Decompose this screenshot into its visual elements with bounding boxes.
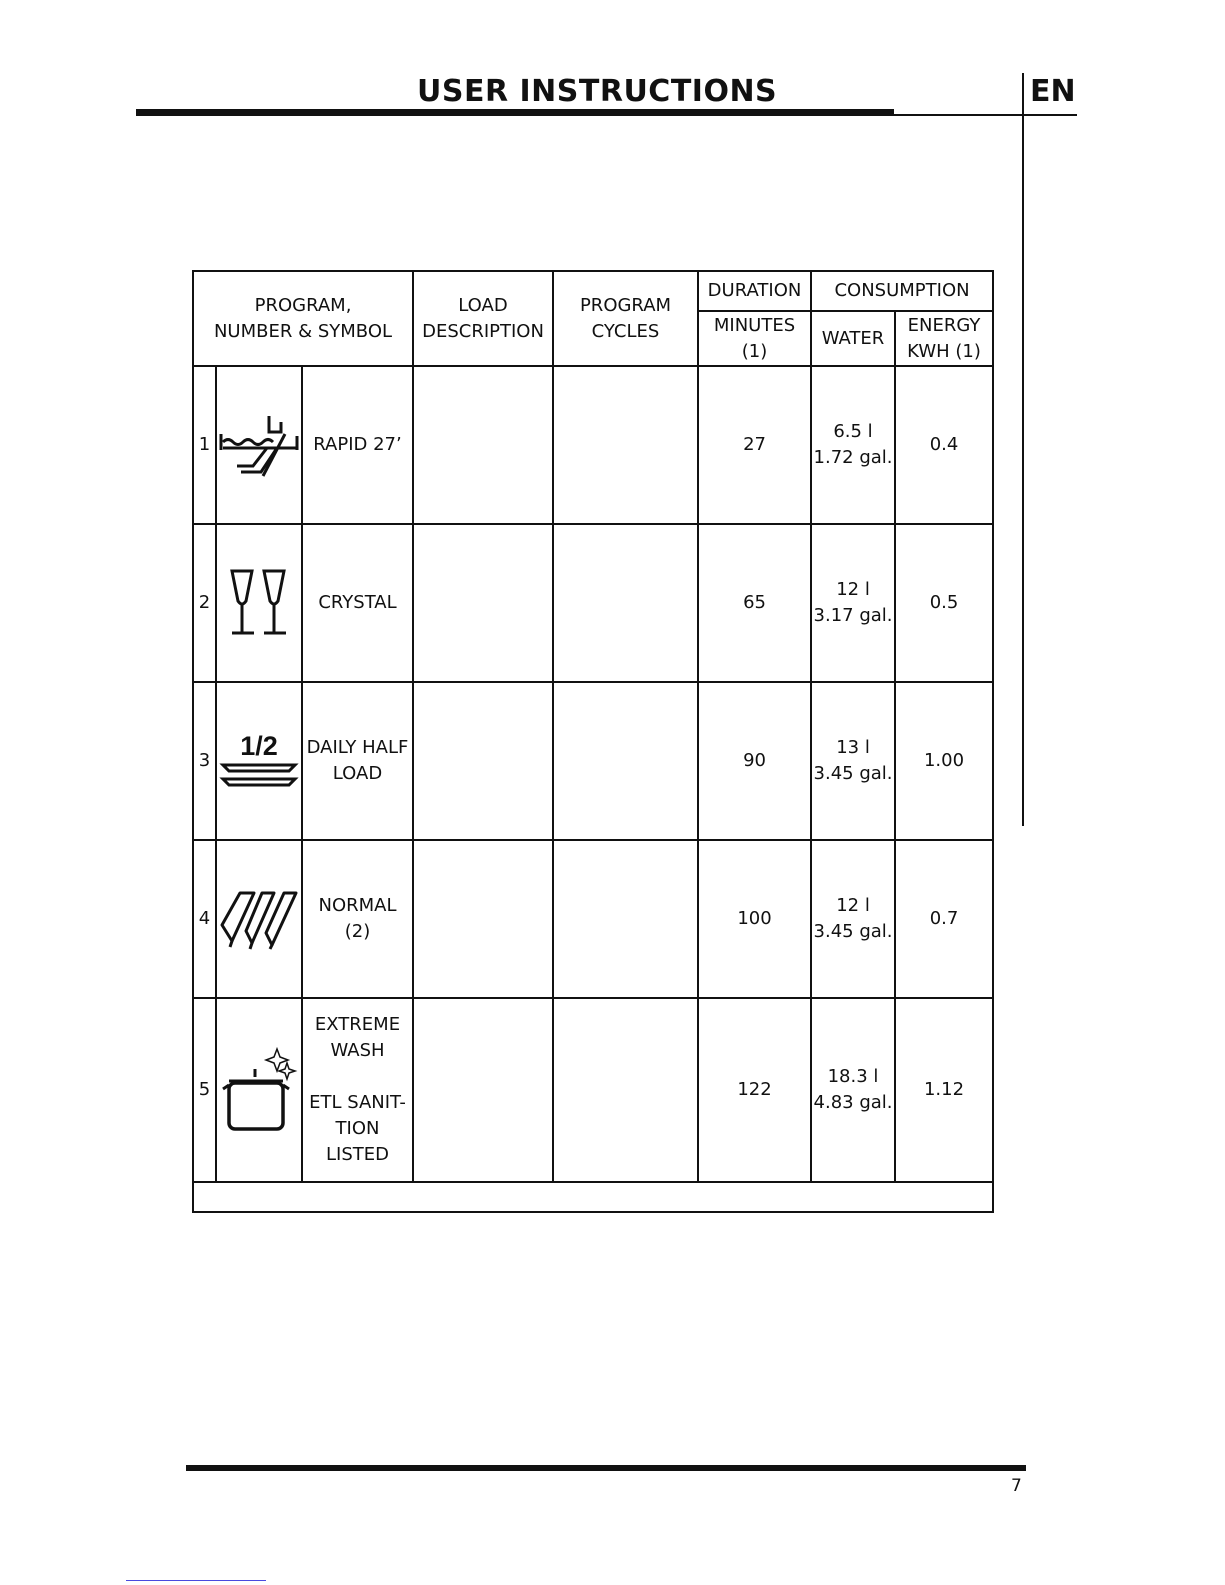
energy-consumption: 0.5: [895, 524, 993, 682]
water-consumption: 6.5 l 1.72 gal.: [811, 366, 895, 524]
program-name: EXTREME WASH ETL SANIT- TION LISTED: [302, 998, 413, 1182]
programs-table: [192, 270, 994, 1213]
header-water: WATER: [811, 311, 895, 366]
duration-minutes: 27: [698, 366, 811, 524]
energy-consumption: 1.00: [895, 682, 993, 840]
program-symbol: [216, 524, 302, 682]
header-load-description: LOAD DESCRIPTION: [413, 271, 553, 366]
crystal-glasses-icon: [224, 567, 294, 639]
header-energy: ENERGY KWH (1): [895, 311, 993, 366]
header-minutes: MINUTES (1): [698, 311, 811, 366]
extreme-pot-icon: [219, 1045, 299, 1135]
header-program-cycles: PROGRAM CYCLES: [553, 271, 698, 366]
program-name: CRYSTAL: [302, 524, 413, 682]
header-row: [193, 271, 993, 311]
table-footer-cell: [193, 1182, 993, 1212]
program-symbol: [216, 366, 302, 524]
table-row: [193, 998, 993, 1182]
load-description: [413, 682, 553, 840]
program-number: 5: [193, 998, 216, 1182]
page-number: 7: [1011, 1476, 1022, 1496]
water-consumption: 18.3 l 4.83 gal.: [811, 998, 895, 1182]
program-number: 3: [193, 682, 216, 840]
program-name: RAPID 27’: [302, 366, 413, 524]
table-footer-row: [193, 1182, 993, 1212]
load-description: [413, 998, 553, 1182]
program-name: NORMAL (2): [302, 840, 413, 998]
header-program: PROGRAM, NUMBER & SYMBOL: [193, 271, 413, 366]
program-number: 1: [193, 366, 216, 524]
program-symbol: [216, 998, 302, 1182]
program-symbol: [216, 840, 302, 998]
water-consumption: 12 l 3.17 gal.: [811, 524, 895, 682]
duration-minutes: 100: [698, 840, 811, 998]
normal-plates-icon: [218, 887, 300, 951]
header-duration: DURATION: [698, 271, 811, 311]
program-cycles: [553, 998, 698, 1182]
duration-minutes: 122: [698, 998, 811, 1182]
program-cycles: [553, 840, 698, 998]
load-description: [413, 524, 553, 682]
load-description: [413, 366, 553, 524]
water-consumption: 12 l 3.45 gal.: [811, 840, 895, 998]
program-name: DAILY HALF LOAD: [302, 682, 413, 840]
program-cycles: [553, 682, 698, 840]
footer-rule: [186, 1465, 1026, 1471]
link-underline: [126, 1580, 266, 1581]
rapid-wash-icon: [219, 410, 299, 480]
load-description: [413, 840, 553, 998]
table-row: [193, 524, 993, 682]
program-number: 2: [193, 524, 216, 682]
header-rule-thin: [894, 114, 1077, 116]
energy-consumption: 1.12: [895, 998, 993, 1182]
duration-minutes: 65: [698, 524, 811, 682]
table-row: [193, 840, 993, 998]
half-load-label: 1/2: [240, 731, 278, 761]
page-title: USER INSTRUCTIONS: [417, 74, 778, 109]
energy-consumption: 0.7: [895, 840, 993, 998]
language-label: EN: [1030, 74, 1076, 109]
duration-minutes: 90: [698, 682, 811, 840]
water-consumption: 13 l 3.45 gal.: [811, 682, 895, 840]
program-number: 4: [193, 840, 216, 998]
side-rule: [1022, 73, 1024, 826]
header-rule: [136, 109, 894, 116]
table-row: [193, 682, 993, 840]
half-load-plates-icon: [219, 729, 299, 793]
table-row: [193, 366, 993, 524]
program-cycles: [553, 366, 698, 524]
program-cycles: [553, 524, 698, 682]
program-symbol: [216, 682, 302, 840]
energy-consumption: 0.4: [895, 366, 993, 524]
header-consumption: CONSUMPTION: [811, 271, 993, 311]
